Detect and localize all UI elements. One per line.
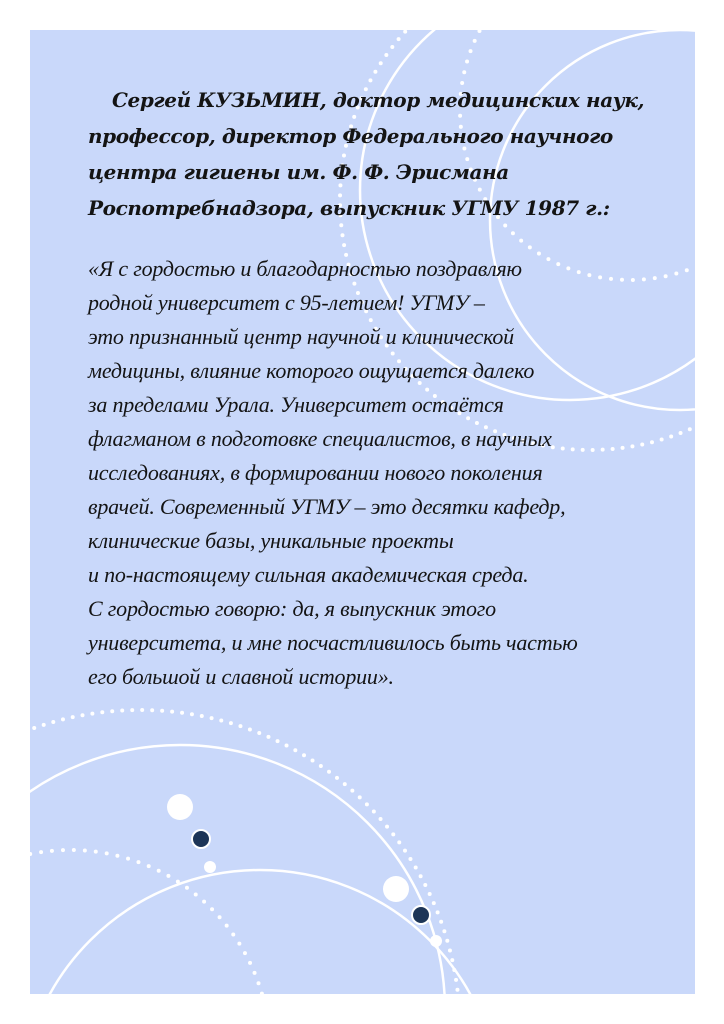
decor-white-dot xyxy=(383,876,409,902)
author-attribution: Сергей КУЗЬМИН, доктор медицинских наук, профессор, директор Федерального научного центра гигиены им. Ф. Ф. Эрисмана Роспотребнадзора, выпускник УГМУ 1987 г.: xyxy=(88,88,645,220)
decor-white-dot xyxy=(167,794,193,820)
decor-white-dot xyxy=(430,935,442,947)
decor-white-dot xyxy=(204,861,216,873)
quote-text: «Я с гордостью и благодарностью поздравляю родной университет с 95-летием! УГМУ – это признанный центр научной и клинической медицины, влияние которого ощущается далеко за пределами Урала. Университет остаётся флагманом в подготовке специалистов, в научных исследованиях, в формировании нового поколения врачей. Современный УГМУ – это десятки кафедр, клинические базы, уникальные проекты и по-настоящему сильная академическая среда. С гордостью говорю: да, я выпускник этого университета, и мне посчастливилось быть частью его большой и славной истории». xyxy=(88,256,578,689)
decor-arc xyxy=(30,870,500,994)
decor-arc xyxy=(30,745,445,994)
decor-dark-dot xyxy=(192,830,210,848)
decor-dark-dot xyxy=(412,906,430,924)
